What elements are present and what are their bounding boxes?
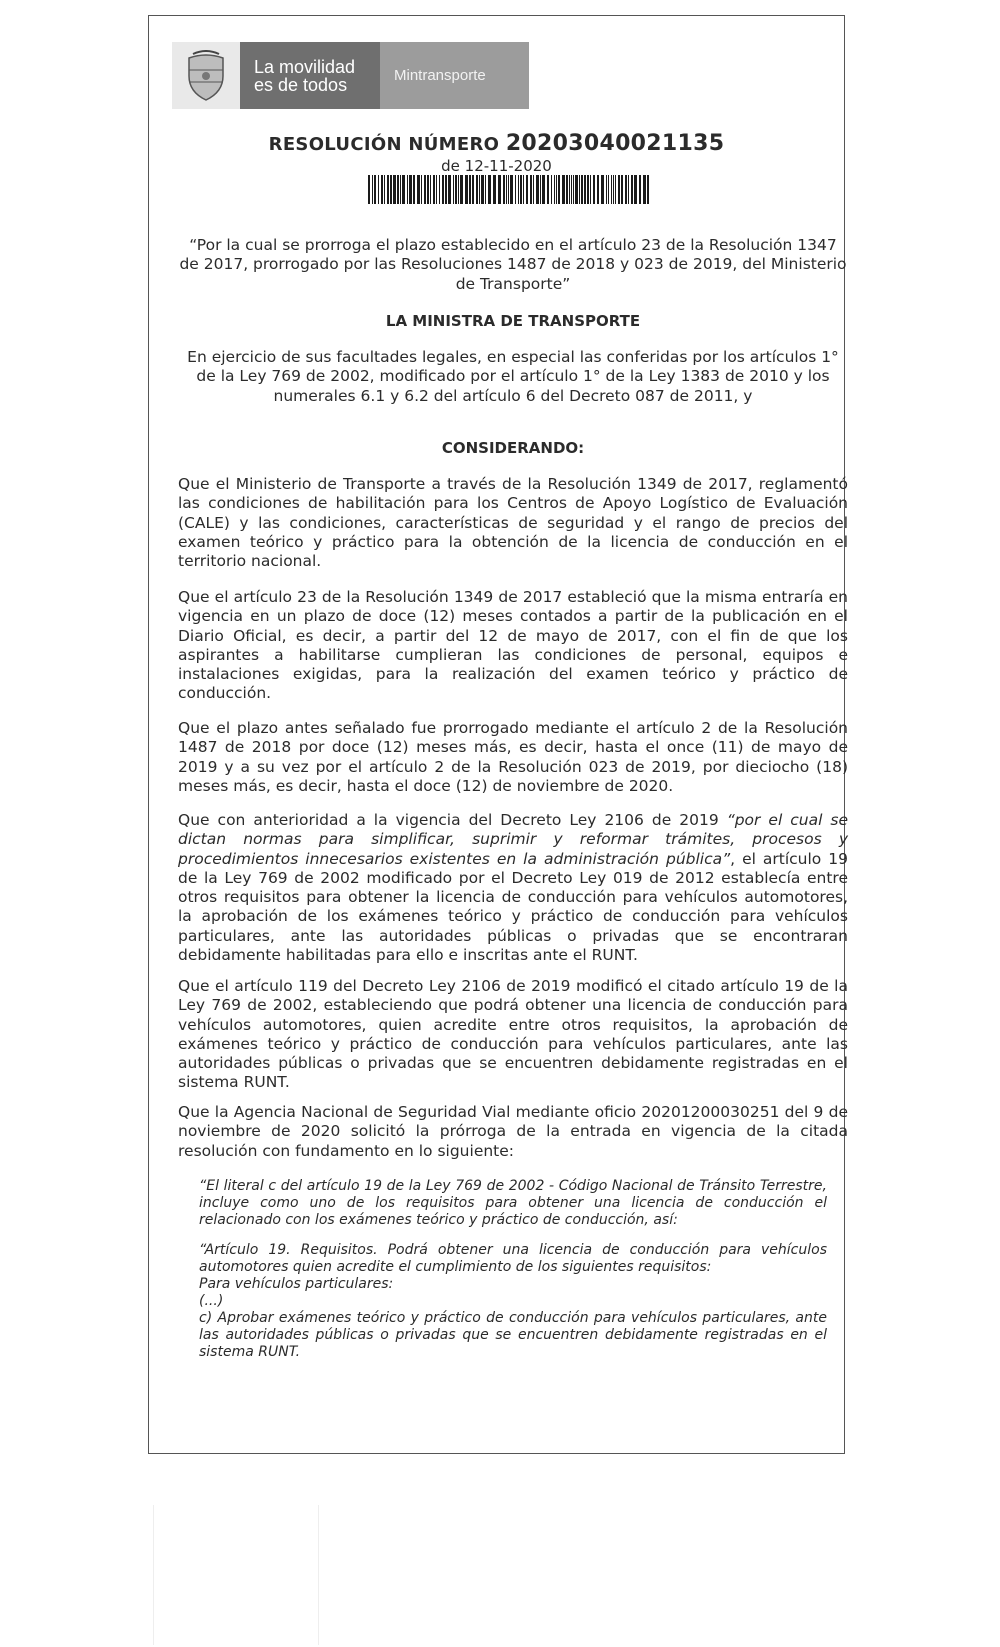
paragraph-4-start: Que con anterioridad a la vigencia del Decreto Ley 2106 de 2019 xyxy=(178,811,727,829)
barcode-bar xyxy=(554,175,555,204)
barcode-bar xyxy=(381,175,383,204)
barcode-bar xyxy=(476,175,478,204)
paragraph-5: Que el artículo 119 del Decreto Ley 2106 de 2019 modificó el citado artículo 19 de la Ley 769 de 2002, estableciendo que podrá obtener una licencia de conducción para vehículos automotores, quien acredite entre otros requisitos, la aprobación de exámenes teórico y práctico de conducción para vehículos particulares, ante las autoridades públicas o privadas que se encuentren debidamente registradas en el sistema RUNT. xyxy=(178,977,848,1092)
barcode-bar xyxy=(424,175,426,204)
barcode-bar xyxy=(631,175,633,204)
logo-motto-line1: La movilidad xyxy=(254,56,356,77)
barcode-bar xyxy=(587,175,589,204)
barcode-bar xyxy=(448,175,451,204)
barcode-bar xyxy=(551,175,552,204)
barcode-bar xyxy=(628,175,629,204)
barcode-bar xyxy=(526,175,528,204)
quote-2 xyxy=(199,1242,827,1361)
barcode-bar xyxy=(581,175,583,204)
barcode-bar xyxy=(584,175,586,204)
barcode-bar xyxy=(397,175,399,204)
barcode-bar xyxy=(493,175,496,204)
barcode-bar xyxy=(407,175,408,204)
barcode-bar xyxy=(430,175,431,204)
barcode-bar xyxy=(556,175,557,204)
quote-2-line1: “Artículo 19. Requisitos. Podrá obtener una licencia de conducción para vehículos automotores quien acredite el cumplimiento de los siguientes requisitos: xyxy=(199,1242,827,1275)
barcode-bar xyxy=(433,175,435,204)
barcode-bar xyxy=(413,175,415,204)
barcode-bar xyxy=(575,175,578,204)
resolution-date: de 12-11-2020 xyxy=(441,157,552,175)
paragraph-2: Que el artículo 23 de la Resolución 1349 de 2017 estableció que la misma entraría en vigencia en un plazo de doce (12) meses contados a partir de la publicación en el Diario Oficial, es decir, a partir del 12 de mayo de 2017, con el fin de que los aspirantes a habilitarse cumplieran las condiciones de personal, equipos e instalaciones exigidas, para la realización del examen teórico y práctico de conducción. xyxy=(178,588,848,703)
barcode-bar xyxy=(611,175,612,204)
barcode-bar xyxy=(372,175,373,204)
barcode-bar xyxy=(479,175,480,204)
barcode-bar xyxy=(530,175,532,204)
barcode-bar xyxy=(625,175,627,204)
barcode-bar xyxy=(455,175,457,204)
barcode-bar xyxy=(523,175,524,204)
barcode xyxy=(368,175,652,204)
barcode-bar xyxy=(498,175,501,204)
barcode-bar xyxy=(562,175,565,204)
barcode-bar xyxy=(510,175,513,204)
barcode-bar xyxy=(593,175,595,204)
barcode-bar xyxy=(615,175,616,204)
logo-ministry: Mintransporte xyxy=(380,42,529,109)
quote-2-line4: c) Aprobar exámenes teórico y práctico de conducción para vehículos particulares, ante las autoridades públicas o privadas que se encuentren debidamente registradas en el sistema RUNT. xyxy=(199,1310,827,1360)
barcode-bar xyxy=(558,175,560,204)
barcode-bar xyxy=(402,175,405,204)
quote-2-line3: (...) xyxy=(199,1293,224,1309)
barcode-bar xyxy=(465,175,468,204)
barcode-bar xyxy=(460,175,463,204)
barcode-bar xyxy=(618,175,620,204)
barcode-bar xyxy=(436,175,437,204)
paragraph-4-italic: “por el cual se dictan normas para simplificar, suprimir y reformar trámites, procesos y procedimientos innecesarios existentes en la administración pública” xyxy=(178,811,848,868)
barcode-bar xyxy=(540,175,541,204)
barcode-bar xyxy=(439,175,440,204)
coat-of-arms-icon xyxy=(172,42,240,109)
barcode-bar xyxy=(647,175,649,204)
barcode-bar xyxy=(485,175,486,204)
barcode-bar xyxy=(597,175,599,204)
barcode-bar xyxy=(409,175,412,204)
scan-artifact xyxy=(318,1505,319,1645)
barcode-bar xyxy=(542,175,545,204)
barcode-bar xyxy=(515,175,516,204)
paragraph-4 xyxy=(178,811,848,965)
barcode-bar xyxy=(613,175,614,204)
barcode-bar xyxy=(390,175,392,204)
scan-artifact xyxy=(153,1505,154,1645)
barcode-bar xyxy=(608,175,609,204)
resolution-label: RESOLUCIÓN NÚMERO xyxy=(268,134,500,155)
barcode-bar xyxy=(566,175,568,204)
barcode-bar xyxy=(520,175,522,204)
header-logo xyxy=(172,42,529,109)
barcode-bar xyxy=(393,175,396,204)
barcode-bar xyxy=(488,175,491,204)
barcode-bar xyxy=(469,175,471,204)
barcode-bar xyxy=(533,175,534,204)
logo-motto xyxy=(240,42,380,109)
logo-motto-line2: es de todos xyxy=(254,74,348,95)
quote-1: “El literal c del artículo 19 de la Ley 769 de 2002 - Código Nacional de Tránsito Terrestre, incluye como uno de los requisitos para obtener una licencia de conducción el relacionado con los exámenes teórico y práctico de conducción, así: xyxy=(199,1178,827,1228)
barcode-bar xyxy=(387,175,389,204)
authority-heading: LA MINISTRA DE TRANSPORTE xyxy=(385,312,641,330)
barcode-bar xyxy=(417,175,420,204)
barcode-bar xyxy=(634,175,637,204)
barcode-bar xyxy=(573,175,574,204)
barcode-bar xyxy=(621,175,623,204)
barcode-bar xyxy=(508,175,509,204)
barcode-bar xyxy=(374,175,376,204)
barcode-bar xyxy=(458,175,459,204)
barcode-bar xyxy=(481,175,484,204)
barcode-bar xyxy=(384,175,385,204)
barcode-bar xyxy=(442,175,444,204)
paragraph-6: Que la Agencia Nacional de Seguridad Vial mediante oficio 20201200030251 del 9 de noviembre de 2020 solicitó la prórroga de la entrada en vigencia de la citada resolución con fundamento en lo siguiente: xyxy=(178,1103,848,1160)
barcode-bar xyxy=(506,175,507,204)
barcode-bar xyxy=(536,175,539,204)
subject-text: “Por la cual se prorroga el plazo establecido en el artículo 23 de la Resolución 1347 de 2017, prorrogado por las Resoluciones 1487 de 2018 y 023 de 2019, del Ministerio de Transporte” xyxy=(179,236,847,293)
barcode-bar xyxy=(400,175,401,204)
barcode-bar xyxy=(601,175,604,204)
barcode-bar xyxy=(472,175,474,204)
barcode-bar xyxy=(378,175,379,204)
barcode-bar xyxy=(518,175,519,204)
barcode-bar xyxy=(590,175,591,204)
barcode-bar xyxy=(421,175,422,204)
barcode-bar xyxy=(503,175,505,204)
paragraph-1: Que el Ministerio de Transporte a través de la Resolución 1349 de 2017, reglamentó las condiciones de habilitación para los Centros de Apoyo Logístico de Evaluación (CALE) y las condiciones, características de seguridad y el rango de precios del examen teórico y práctico para la obtención de la licencia de conducción en el territorio nacional. xyxy=(178,475,848,571)
barcode-bar xyxy=(639,175,641,204)
resolution-title xyxy=(148,131,845,156)
barcode-bar xyxy=(547,175,549,204)
barcode-bar xyxy=(453,175,454,204)
barcode-bar xyxy=(571,175,572,204)
considering-heading: CONSIDERANDO: xyxy=(441,439,585,457)
barcode-bar xyxy=(606,175,607,204)
quote-2-line2: Para vehículos particulares: xyxy=(199,1276,394,1292)
barcode-bar xyxy=(368,175,370,204)
barcode-bar xyxy=(643,175,646,204)
barcode-bar xyxy=(569,175,570,204)
barcode-bar xyxy=(445,175,447,204)
barcode-bar xyxy=(427,175,429,204)
powers-text: En ejercicio de sus facultades legales, en especial las conferidas por los artículos 1° de la Ley 769 de 2002, modificado por el artículo 1° de la Ley 1383 de 2010 y los numerales 6.1 y 6.2 del artículo 6 del Decreto 087 de 2011, y xyxy=(187,348,839,405)
barcode-bar xyxy=(579,175,580,204)
resolution-number: 20203040021135 xyxy=(505,131,725,156)
paragraph-3: Que el plazo antes señalado fue prorrogado mediante el artículo 2 de la Resolución 1487 de 2018 por doce (12) meses más, es decir, hasta el once (11) de mayo de 2019 y a su vez por el artículo 2 de la Resolución 023 de 2019, por dieciocho (18) meses más, es decir, hasta el doce (12) de noviembre de 2020. xyxy=(178,719,848,795)
paragraph-4-end: , el artículo 19 de la Ley 769 de 2002 modificado por el Decreto Ley 019 de 2012 establecía entre otros requisitos para obtener la licencia de conducción para vehículos automotores, la aprobación de los exámenes teórico y práctico de conducción para vehículos particulares, ante las autoridades públicas o privadas que se encontraran debidamente habilitadas para ello e inscritas ante el RUNT. xyxy=(178,849,848,965)
